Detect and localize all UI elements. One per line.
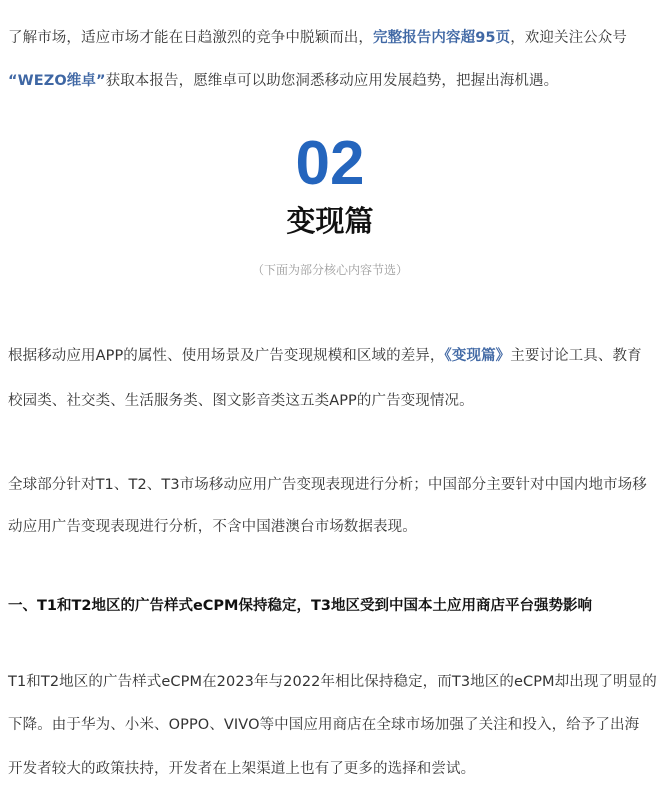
paragraph-3-line-3: 开发者较大的政策扶持，开发者在上架渠道上也有了更多的选择和尝试。 (8, 761, 476, 777)
paragraph-text: 主要讨论工具、教育 (510, 348, 642, 364)
section-number: 02 (295, 129, 365, 198)
intro-line-1 (8, 26, 656, 47)
intro-follow-text: ，欢迎关注公众号 (510, 30, 627, 46)
paragraph-2-line-1: 全球部分针对T1、T2、T3市场移动应用广告变现表现进行分析；中国部分主要针对中国内地市场移 (8, 477, 647, 493)
chapter-highlight: 《变现篇》 (444, 348, 511, 364)
paragraph-1-line-1 (8, 344, 656, 365)
intro-text: 了解市场，适应市场才能在日趋激烈的竞争中脱颖而出， (8, 30, 373, 46)
intro-text-2: 获取本报告，愿维卓可以助您洞悉移动应用发展趋势，把握出海机遇。 (105, 73, 559, 89)
paragraph-text: 根据移动应用APP的属性、使用场景及广告变现规模和区域的差异， (8, 348, 445, 364)
account-name-highlight: “WEZO维卓” (8, 73, 106, 89)
paragraph-1-line-2: 校园类、社交类、生活服务类、图文影音类这五类APP的广告变现情况。 (8, 393, 474, 409)
paragraph-2-line-2: 动应用广告变现表现进行分析，不含中国港澳台市场数据表现。 (8, 519, 417, 535)
section-heading: 一、T1和T2地区的广告样式eCPM保持稳定，T3地区受到中国本土应用商店平台强势影响 (8, 598, 592, 614)
paragraph-3-line-1: T1和T2地区的广告样式eCPM在2023年与2022年相比保持稳定，而T3地区的eCPM却出现了明显的 (8, 674, 657, 690)
paragraph-3-line-2: 下降。由于华为、小米、OPPO、VIVO等中国应用商店在全球市场加强了关注和投入，给予了出海 (8, 717, 640, 733)
intro-line-2 (8, 69, 656, 90)
section-title: 变现篇 (286, 204, 374, 238)
section-note: （下面为部分核心内容节选） (251, 263, 408, 277)
report-length-highlight: 完整报告内容超95页 (373, 30, 511, 46)
